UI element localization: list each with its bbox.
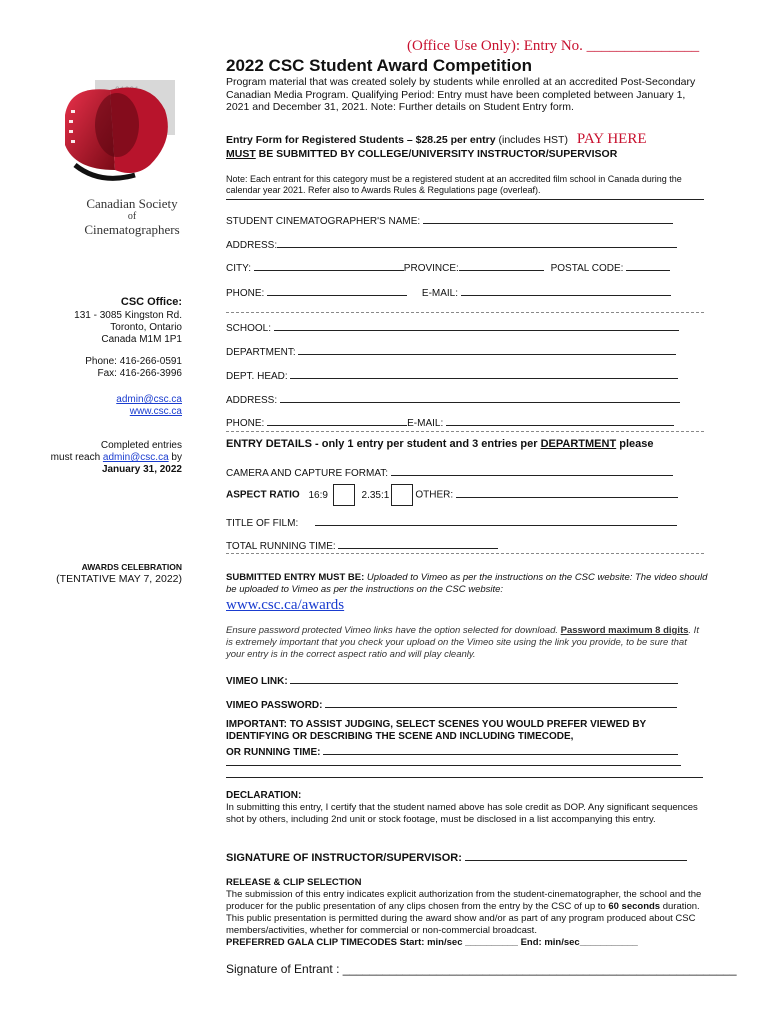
society-name	[78, 197, 186, 236]
dept-head-label: DEPT. HEAD:	[226, 371, 288, 382]
running-time-label: TOTAL RUNNING TIME:	[226, 541, 336, 552]
divider	[226, 199, 704, 200]
film-reel-logo-icon	[55, 70, 185, 190]
address-label: ADDRESS:	[226, 240, 278, 251]
scene-selection-line[interactable]	[226, 765, 681, 766]
gala-clip-timecodes[interactable]: PREFERRED GALA CLIP TIMECODES Start: min/sec __________ End: min/sec___________	[226, 937, 638, 948]
csc-office-heading: CSC Office:	[120, 296, 182, 308]
important-line3: OR RUNNING TIME:	[226, 747, 321, 758]
dotted-divider	[226, 431, 704, 432]
must-word: MUST	[226, 148, 256, 160]
vimeo-password-label: VIMEO PASSWORD:	[226, 700, 323, 711]
release-text	[226, 889, 708, 937]
password-instructions-post: . It is extremely important that you check your upload on the Vimeo site using the link you provide, to be sure that your entry is in the correct aspect ratio and will play cleanly.	[226, 625, 699, 660]
aspect-16-9-checkbox[interactable]	[333, 484, 355, 506]
important-line3-row	[226, 743, 678, 759]
city-field[interactable]	[254, 259, 404, 271]
aspect-235-label: 2.35:1	[361, 489, 390, 501]
instructor-signature-field[interactable]	[226, 849, 687, 864]
release-60-seconds: 60 seconds	[608, 901, 661, 912]
department-label: DEPARTMENT:	[226, 347, 296, 358]
vimeo-password-field[interactable]	[226, 696, 677, 711]
declaration-heading: DECLARATION:	[226, 790, 302, 801]
awards-celebration-block	[2, 561, 182, 585]
school-label: SCHOOL:	[226, 323, 272, 334]
student-name-label: STUDENT CINEMATOGRAPHER'S NAME:	[226, 216, 421, 227]
awards-celebration-date: (TENTATIVE MAY 7, 2022)	[56, 573, 182, 585]
release-text-pre: The submission of this entry indicates explicit authorization from the student-cinematographer, the school and the producer for the public presentation of any clips chosen from the entry by the CSC of up to	[226, 889, 702, 912]
entry-details-department: DEPARTMENT	[540, 438, 617, 450]
entry-form-price: Entry Form for Registered Students – $28.25 per entry	[226, 134, 496, 146]
aspect-ratio-label: ASPECT RATIO	[226, 489, 300, 501]
deadline-line1: Completed entries	[100, 440, 182, 451]
office-address-line2: Toronto, Ontario	[110, 322, 182, 333]
society-name-line3: Cinematographers	[84, 222, 180, 237]
declaration-text: In submitting this entry, I certify that the student named above has sole credit as DOP. Any significant sequences shot by others, including 2nd unit or stock footage, must be disclosed in a list accompanying this entry.	[226, 802, 698, 825]
dept-head-field[interactable]	[226, 367, 678, 382]
aspect-235-checkbox[interactable]	[391, 484, 413, 506]
school-email-label: E-MAIL:	[407, 418, 444, 429]
deadline-block	[2, 440, 182, 476]
aspect-other-field[interactable]	[456, 486, 678, 498]
phone-field[interactable]	[267, 284, 407, 296]
entry-form-line	[226, 131, 706, 148]
school-address-field[interactable]	[226, 391, 680, 406]
postal-label: POSTAL CODE:	[550, 263, 624, 274]
department-field[interactable]	[226, 343, 676, 358]
csc-office-block	[2, 296, 182, 418]
important-line2: IDENTIFYING OR DESCRIBING THE SCENE AND INCLUDING TIMECODE,	[226, 731, 574, 742]
province-field[interactable]	[459, 259, 544, 271]
note-text: Note: Each entrant for this category must be a registered student at an accredited film school in Canada during the calendar year 2021. Refer also to Awards Rules & Regulations page (overleaf).	[226, 174, 682, 195]
school-field[interactable]	[226, 319, 679, 334]
vimeo-link-label: VIMEO LINK:	[226, 676, 288, 687]
postal-field[interactable]	[626, 259, 670, 271]
release-text-post: duration. This public presentation is permitted during the award show and/or as part of any program produced about CSC members/activities, whether for commercial or non-commercial broadcast.	[226, 901, 700, 936]
submitted-entry-text	[226, 572, 710, 596]
scene-selection-line[interactable]	[226, 777, 703, 778]
vimeo-link-field[interactable]	[226, 672, 678, 687]
pay-here-link[interactable]: PAY HERE	[576, 131, 647, 147]
city-label: CITY:	[226, 263, 252, 274]
must-submit-text: BE SUBMITTED BY COLLEGE/UNIVERSITY INSTRUCTOR/SUPERVISOR	[255, 148, 618, 160]
deadline-line2-pre: must reach	[50, 452, 103, 463]
phone-label: PHONE:	[226, 288, 265, 299]
deadline-email-link[interactable]: admin@csc.ca	[102, 452, 169, 463]
city-province-postal-row	[226, 259, 670, 274]
must-submit-line	[226, 148, 617, 160]
film-title-field[interactable]	[226, 514, 677, 529]
aspect-other-label: OTHER:	[415, 489, 454, 501]
office-address-line1: 131 - 3085 Kingston Rd.	[74, 310, 182, 321]
aspect-ratio-row	[226, 484, 678, 506]
entrant-signature-field[interactable]: Signature of Entrant : ___________________________________________________________	[226, 962, 737, 976]
society-name-line1: Canadian Society	[86, 196, 178, 211]
page-title: 2022 CSC Student Award Competition	[226, 56, 533, 75]
office-phone: Phone: 416-266-0591	[85, 356, 182, 367]
entry-details-heading	[226, 438, 653, 450]
release-heading: RELEASE & CLIP SELECTION	[226, 877, 362, 888]
school-address-label: ADDRESS:	[226, 395, 278, 406]
deadline-line2-post: by	[168, 452, 182, 463]
instructor-signature-label: SIGNATURE OF INSTRUCTOR/SUPERVISOR:	[226, 852, 462, 864]
society-name-line2: of	[127, 211, 137, 222]
awards-link[interactable]: www.csc.ca/awards	[226, 597, 345, 613]
password-instructions-pre: Ensure password protected Vimeo links have the option selected for download.	[226, 625, 561, 636]
password-instructions	[226, 625, 706, 661]
film-title-label: TITLE OF FILM:	[226, 518, 299, 529]
office-use-entry-no: (Office Use Only): Entry No. _______________	[407, 38, 700, 54]
office-website-link[interactable]: www.csc.ca	[129, 406, 182, 417]
scene-selection-field[interactable]	[323, 743, 678, 755]
school-phone-label: PHONE:	[226, 418, 265, 429]
csc-logo	[55, 70, 185, 190]
submitted-entry-body: Uploaded to Vimeo as per the instructions on the CSC website: The video should be uploaded to Vimeo as per the instructions on the CSC website:	[226, 572, 708, 595]
deadline-line2	[2, 452, 182, 464]
entry-form-hst: (includes HST)	[495, 134, 568, 146]
submitted-entry-heading: SUBMITTED ENTRY MUST BE:	[226, 572, 365, 583]
awards-celebration-heading: AWARDS CELEBRATION	[81, 562, 182, 572]
school-phone-field[interactable]	[267, 414, 407, 426]
phone-email-row	[226, 284, 671, 299]
office-fax: Fax: 416-266-3996	[97, 368, 182, 379]
province-label: PROVINCE:	[403, 263, 459, 274]
office-address-line3: Canada M1M 1P1	[101, 334, 182, 345]
address-field[interactable]	[226, 236, 677, 251]
entry-details-please: please	[616, 438, 654, 450]
school-phone-email-row	[226, 414, 674, 429]
student-name-field[interactable]	[226, 212, 673, 227]
deadline-date: January 31, 2022	[101, 464, 182, 475]
important-text	[226, 719, 678, 759]
email-field[interactable]	[461, 284, 671, 296]
intro-text: Program material that was created solely by students while enrolled at an accredited Post-Secondary Canadian Media Program. Qualifying Period: Entry must have been completed between January 1, 2021 and December 31, 2021. Note: Further details on Student Entry form.	[226, 76, 696, 113]
dotted-divider	[226, 553, 704, 554]
school-email-field[interactable]	[446, 414, 674, 426]
aspect-16-9-label: 16:9	[308, 489, 328, 501]
camera-format-label: CAMERA AND CAPTURE FORMAT:	[226, 468, 389, 479]
running-time-field[interactable]	[226, 537, 498, 552]
password-max-digits: Password maximum 8 digits	[560, 625, 689, 636]
dotted-divider	[226, 312, 704, 313]
email-label: E-MAIL:	[421, 288, 459, 299]
important-line1: IMPORTANT: TO ASSIST JUDGING, SELECT SCENES YOU WOULD PREFER VIEWED BY	[226, 719, 647, 730]
camera-format-field[interactable]	[226, 464, 673, 479]
office-email-link[interactable]: admin@csc.ca	[116, 394, 182, 405]
entry-details-heading-text: ENTRY DETAILS - only 1 entry per student and 3 entries per	[226, 438, 541, 450]
